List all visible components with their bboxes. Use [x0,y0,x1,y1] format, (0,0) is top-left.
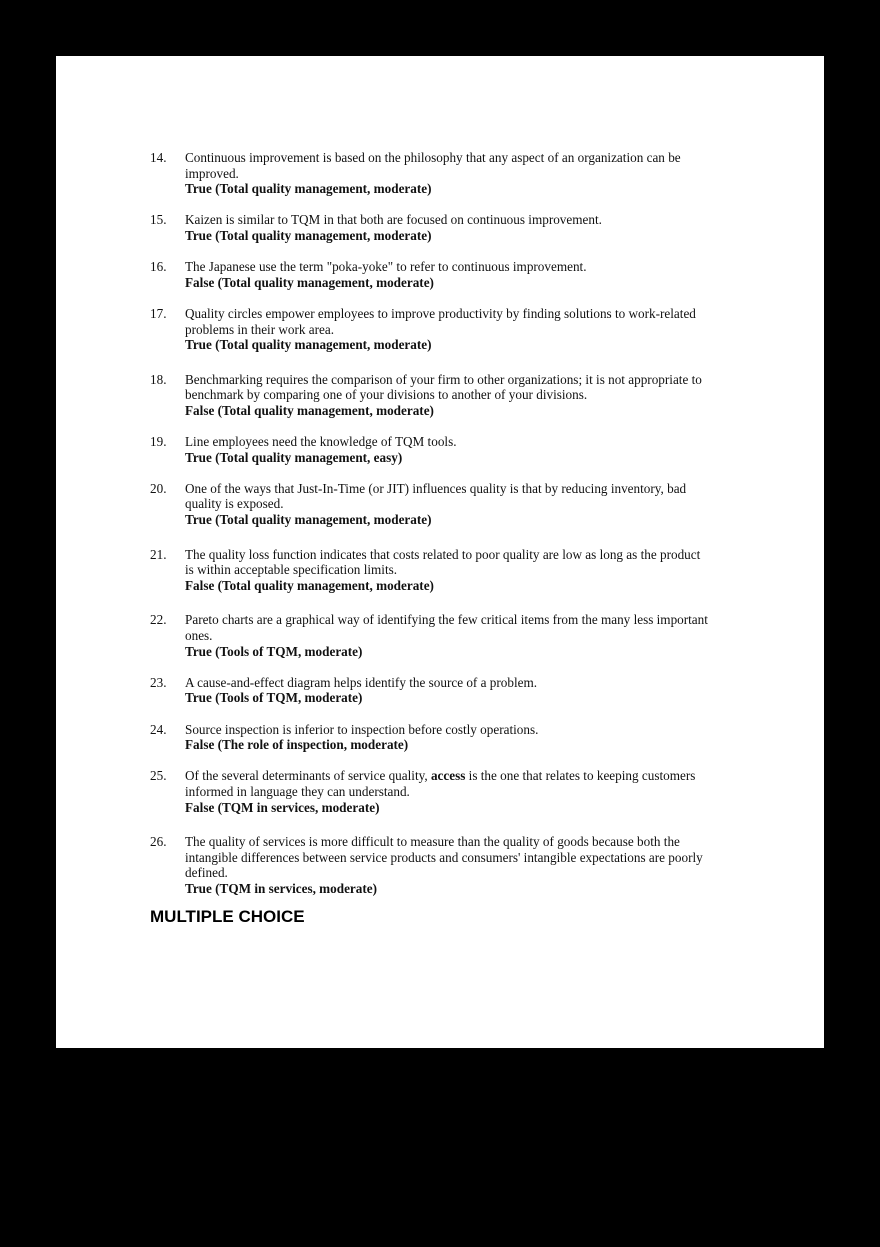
question-item [150,547,710,594]
question-answer: True (Tools of TQM, moderate) [185,643,363,659]
question-text: Pareto charts are a graphical way of identifying the few critical items from the many less important ones. [185,612,708,644]
question-number: 17. [150,305,167,321]
question-number: 26. [150,834,167,850]
question-text: A cause-and-effect diagram helps identify the source of a problem. [185,674,538,690]
question-item [150,768,710,815]
question-text: Source inspection is inferior to inspection before costly operations. [185,721,539,737]
question-number: 24. [150,721,167,737]
question-text-emphasis: access [430,768,466,784]
question-text: Benchmarking requires the comparison of your firm to other organizations; it is not appropriate to benchmark by comparing one of your divisions to another of your divisions. [185,371,702,403]
question-number: 14. [150,150,167,165]
question-item [150,372,710,419]
question-number: 18. [150,371,167,387]
question-item [150,481,710,528]
question-number: 23. [150,674,167,690]
question-text: Quality circles empower employees to improve productivity by finding solutions to work-related problems in their work area. [185,305,696,337]
question-text-after: is the one that relates to keeping customers informed in language they can understand. [185,768,696,799]
question-answer: False (Total quality management, moderate) [185,577,434,593]
section-heading: MULTIPLE CHOICE [150,906,305,926]
question-number: 21. [150,546,167,562]
question-number: 19. [150,434,167,450]
question-item [150,834,710,896]
question-text: The Japanese use the term "poka-yoke" to refer to continuous improvement. [185,259,587,275]
question-text: Continuous improvement is based on the philosophy that any aspect of an organization can be improved. [185,150,681,181]
question-answer: True (Total quality management, easy) [185,449,403,465]
question-text [185,768,710,799]
question-answer: False (Total quality management, moderate) [185,402,434,418]
question-text-before: Of the several determinants of service quality, [185,768,431,784]
question-item [150,150,710,197]
question-text: Kaizen is similar to TQM in that both are focused on continuous improvement. [185,212,602,228]
question-answer: False (The role of inspection, moderate) [185,737,409,753]
question-number: 20. [150,480,167,496]
question-list [150,150,710,927]
question-text: One of the ways that Just-In-Time (or JIT) influences quality is that by reducing inventory, bad quality is exposed. [185,480,687,512]
question-number: 16. [150,259,167,275]
question-item [150,722,710,753]
question-answer: True (Total quality management, moderate) [185,227,432,243]
question-answer: True (Total quality management, moderate) [185,181,432,197]
question-item [150,434,710,465]
question-answer: True (Total quality management, moderate) [185,512,432,528]
question-answer: True (TQM in services, moderate) [185,880,378,896]
document-page [56,56,824,1048]
question-answer: True (Total quality management, moderate) [185,337,432,353]
question-text: Line employees need the knowledge of TQM tools. [185,434,457,450]
question-number: 25. [150,768,167,784]
question-answer: True (Tools of TQM, moderate) [185,690,363,706]
question-item [150,306,710,353]
question-item [150,675,710,706]
question-answer: False (Total quality management, moderate) [185,274,434,290]
question-item [150,212,710,243]
question-number: 22. [150,612,167,628]
question-text: The quality loss function indicates that costs related to poor quality are low as long as the product is within acceptable specification limits. [185,546,701,578]
question-item [150,612,710,659]
question-text: The quality of services is more difficult to measure than the quality of goods because both the intangible differences between service products and consumers' intangible expectations are poorly defined. [185,834,703,881]
question-answer: False (TQM in services, moderate) [185,799,380,815]
question-number: 15. [150,212,167,228]
question-item [150,259,710,290]
